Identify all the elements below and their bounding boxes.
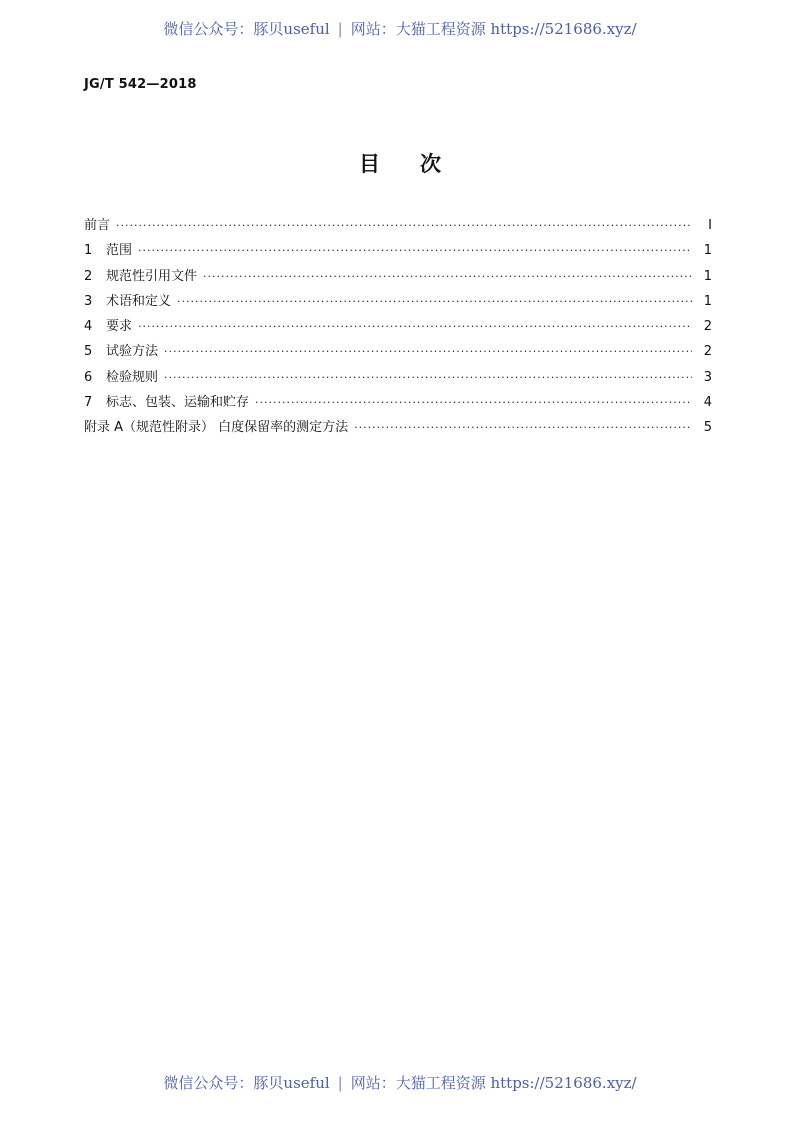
toc-entry-page: 2	[703, 344, 712, 360]
toc-entry-page: 1	[703, 243, 712, 259]
toc-entry-label: 规范性引用文件	[106, 268, 198, 284]
toc-entry-marking-packaging[interactable]	[84, 391, 712, 416]
website-text: 网站：大猫工程资源 https://521686.xyz/	[350, 1074, 637, 1092]
toc-entry-number: 2	[84, 268, 93, 284]
toc-entry-number: 4	[84, 319, 93, 335]
toc-entry-inspection-rules[interactable]	[84, 366, 712, 391]
toc-entry-label: 试验方法	[106, 344, 159, 360]
banner-separator: |	[337, 1074, 343, 1092]
document-code: JG/T 542—2018	[84, 77, 197, 92]
toc-entry-scope[interactable]	[84, 239, 712, 264]
toc-entry-page: 3	[703, 369, 712, 385]
wechat-account-text: 微信公众号：豚贝useful	[163, 20, 330, 38]
toc-entry-appendix-a[interactable]	[84, 416, 712, 441]
toc-entry-terms[interactable]	[84, 290, 712, 315]
toc-title: 目次	[359, 152, 481, 176]
toc-entry-number: 1	[84, 243, 93, 259]
toc-entry-label: 前言	[84, 218, 111, 233]
toc-entry-page: 1	[703, 268, 712, 284]
toc-entry-label: 检验规则	[106, 369, 159, 385]
toc-entry-label: 附录 A（规范性附录） 白度保留率的测定方法	[84, 420, 349, 436]
toc-entry-number: 5	[84, 344, 93, 360]
toc-entry-page: 2	[703, 319, 712, 335]
footer-watermark-banner	[0, 1072, 800, 1093]
toc-entry-page: 4	[703, 395, 712, 411]
toc-leader-dots	[203, 270, 692, 283]
toc-entry-label: 术语和定义	[106, 293, 172, 309]
toc-entry-page: Ⅰ	[708, 218, 712, 233]
header-watermark-banner	[0, 18, 800, 39]
toc-entry-normative-references[interactable]	[84, 265, 712, 290]
toc-entry-test-methods[interactable]	[84, 340, 712, 365]
toc-leader-dots	[255, 396, 692, 409]
toc-entry-foreword[interactable]	[84, 214, 712, 239]
toc-entry-label: 范围	[106, 243, 133, 259]
toc-entry-label: 标志、包装、运输和贮存	[106, 395, 250, 411]
toc-leader-dots	[138, 320, 692, 333]
toc-entry-requirements[interactable]	[84, 315, 712, 340]
wechat-account-text: 微信公众号：豚贝useful	[163, 1074, 330, 1092]
table-of-contents	[84, 214, 712, 442]
toc-leader-dots	[177, 295, 692, 308]
toc-entry-page: 1	[703, 293, 712, 309]
toc-entry-page: 5	[703, 420, 712, 436]
toc-leader-dots	[354, 421, 692, 434]
toc-leader-dots	[164, 371, 692, 384]
toc-entry-number: 7	[84, 395, 93, 411]
toc-leader-dots	[116, 219, 692, 232]
toc-leader-dots	[164, 345, 692, 358]
toc-leader-dots	[138, 244, 692, 257]
website-text: 网站：大猫工程资源 https://521686.xyz/	[350, 20, 637, 38]
toc-entry-label: 要求	[106, 319, 133, 335]
banner-separator: |	[337, 20, 343, 38]
toc-entry-number: 3	[84, 293, 93, 309]
toc-entry-number: 6	[84, 369, 93, 385]
